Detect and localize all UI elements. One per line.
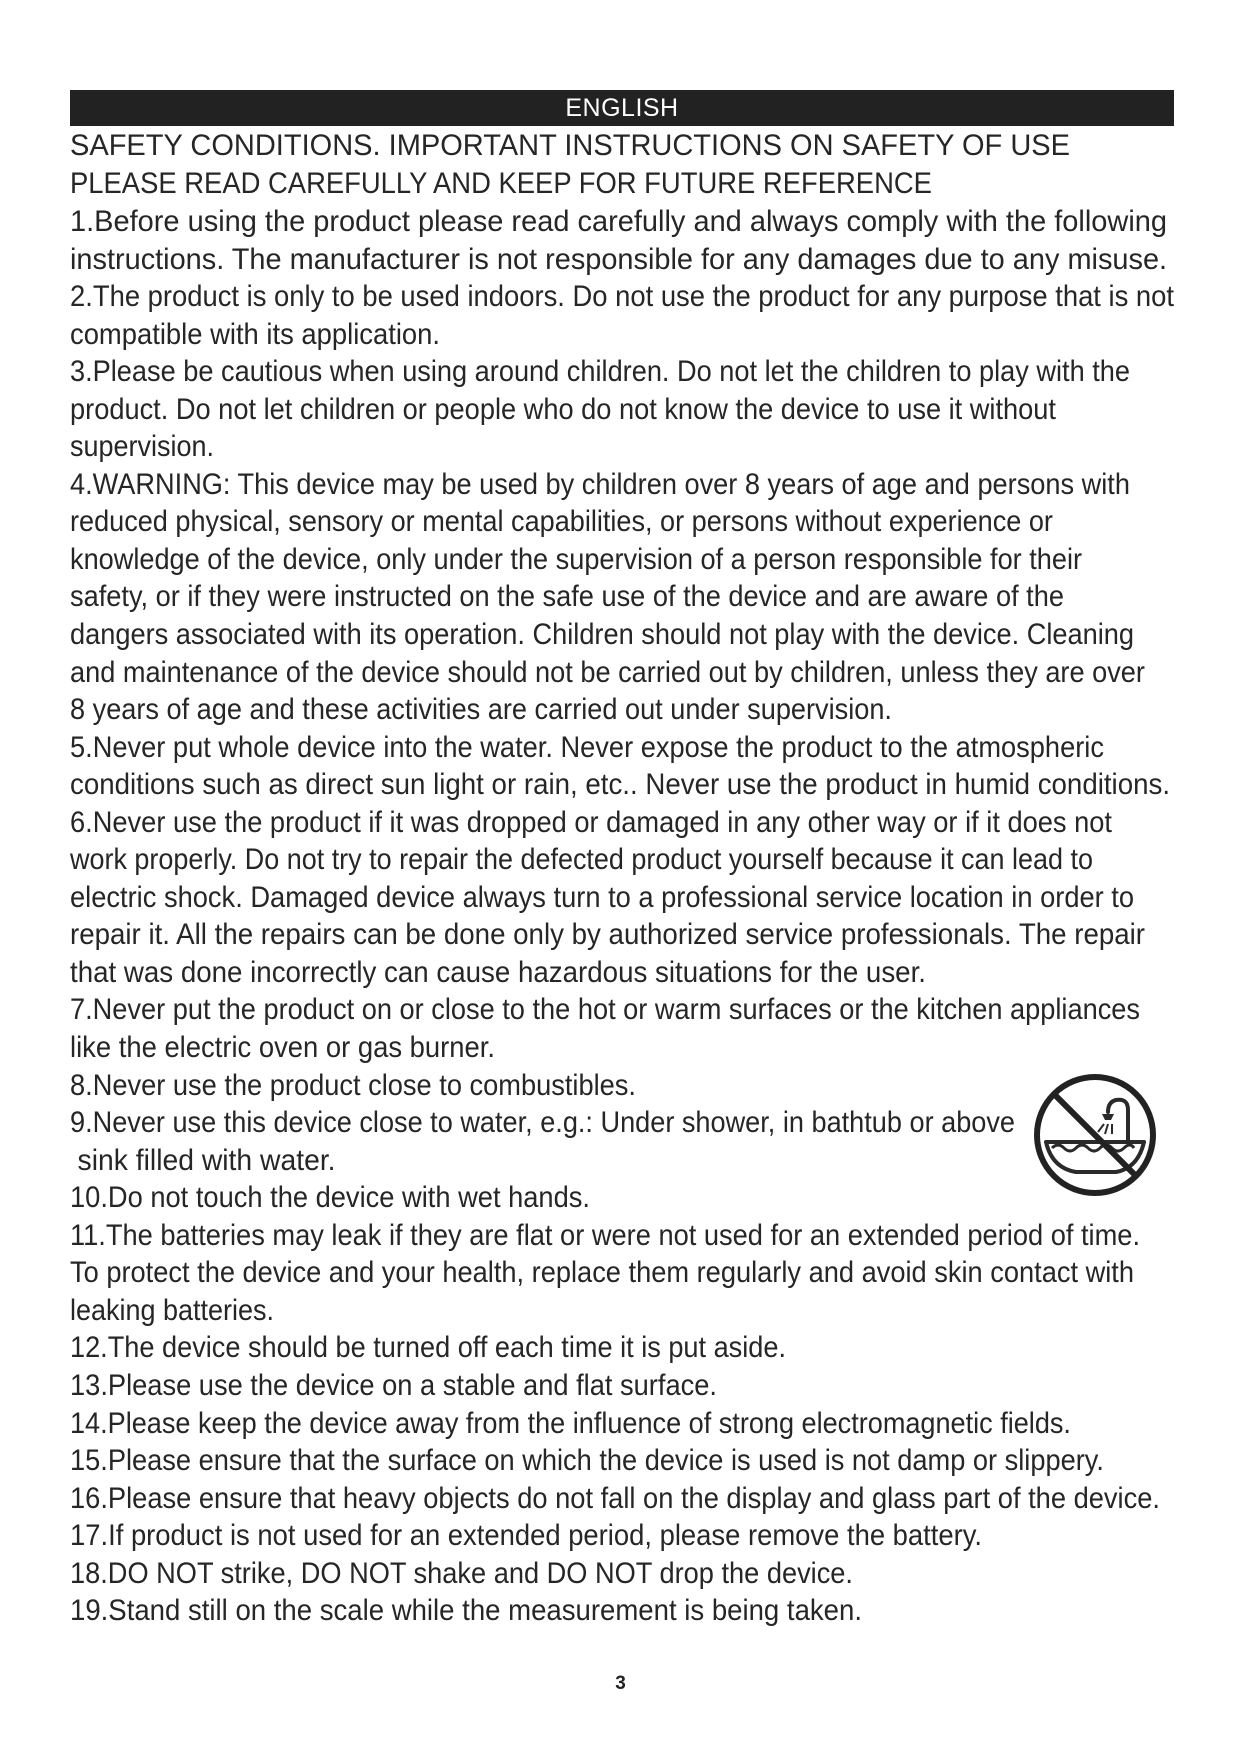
instruction-line: 13.Please use the device on a stable and flat surface. (70, 1368, 717, 1402)
instruction-line: repair it. All the repairs can be done only by authorized service professionals. The repair (70, 918, 1146, 952)
instruction-line: sink filled with water. (77, 1143, 336, 1177)
instruction-line: knowledge of the device, only under the supervision of a person responsible for their (70, 542, 1083, 576)
instruction-line: 17.If product is not used for an extended period, please remove the battery. (70, 1519, 983, 1553)
instruction-line: 19.Stand still on the scale while the measurement is being taken. (70, 1594, 862, 1628)
instruction-line: compatible with its application. (70, 317, 441, 351)
instruction-line: 11.The batteries may leak if they are flat or were not used for an extended period of time. (70, 1218, 1141, 1252)
safety-heading: SAFETY CONDITIONS. IMPORTANT INSTRUCTIONS ON SAFETY OF USE (70, 129, 1070, 162)
instruction-line: 8 years of age and these activities are carried out under supervision. (70, 693, 892, 727)
instruction-line: 16.Please ensure that heavy objects do not fall on the display and glass part of the device. (70, 1481, 1160, 1515)
instruction-line: 6.Never use the product if it was dropped or damaged in any other way or if it does not (70, 805, 1112, 839)
instruction-line: 5.Never put whole device into the water. Never expose the product to the atmospheric (70, 730, 1104, 764)
instruction-line: like the electric oven or gas burner. (70, 1031, 496, 1065)
instructions-list (70, 203, 1180, 1630)
instruction-line: work properly. Do not try to repair the defected product yourself because it can lead to (70, 843, 1093, 877)
instruction-line: conditions such as direct sun light or rain, etc.. Never use the product in humid conditions. (70, 768, 1171, 802)
instruction-line: reduced physical, sensory or mental capabilities, or persons without experience or (70, 505, 1053, 539)
instruction-line: 14.Please keep the device away from the influence of strong electromagnetic fields. (70, 1406, 1071, 1440)
instruction-line: 4.WARNING: This device may be used by children over 8 years of age and persons with (70, 467, 1130, 501)
instruction-line: leaking batteries. (70, 1293, 274, 1327)
instruction-line: electric shock. Damaged device always turn to a professional service location in order to (70, 880, 1135, 914)
instruction-line: 3.Please be cautious when using around children. Do not let the children to play with the (70, 355, 1130, 389)
instruction-line: and maintenance of the device should not be carried out by children, unless they are over (70, 655, 1145, 689)
instruction-line: 8.Never use the product close to combustibles. (70, 1068, 636, 1102)
instruction-line: 15.Please ensure that the surface on which the device is used is not damp or slippery. (70, 1444, 1104, 1478)
instruction-line: 10.Do not touch the device with wet hands. (70, 1181, 590, 1215)
instruction-line: 18.DO NOT strike, DO NOT shake and DO NOT drop the device. (70, 1556, 854, 1590)
language-banner: ENGLISH (70, 90, 1174, 126)
instruction-line: 9.Never use this device close to water, e.g.: Under shower, in bathtub or above (70, 1106, 1016, 1140)
instruction-line: 1.Before using the product please read carefully and always comply with the following (70, 205, 1168, 238)
instruction-line: instructions. The manufacturer is not responsible for any damages due to any misuse. (70, 242, 1168, 276)
no-water-bath-icon (1032, 1072, 1158, 1198)
instruction-line: safety, or if they were instructed on the safe use of the device and are aware of the (70, 580, 1064, 614)
instruction-line: 7.Never put the product on or close to the hot or warm surfaces or the kitchen appliances (70, 993, 1141, 1027)
instruction-line: supervision. (70, 430, 215, 464)
instruction-line: that was done incorrectly can cause hazardous situations for the user. (70, 955, 926, 989)
instruction-line: 2.The product is only to be used indoors. Do not use the product for any purpose that is not (70, 280, 1175, 314)
instruction-line: 12.The device should be turned off each time it is put aside. (70, 1331, 787, 1365)
instruction-line: To protect the device and your health, replace them regularly and avoid skin contact with (70, 1256, 1135, 1290)
instruction-line: dangers associated with its operation. Children should not play with the device. Cleaning (70, 618, 1135, 652)
page-number: 3 (615, 1673, 626, 1694)
instruction-line: product. Do not let children or people who do not know the device to use it without (70, 392, 1056, 426)
read-carefully-heading: PLEASE READ CAREFULLY AND KEEP FOR FUTURE REFERENCE (70, 167, 932, 200)
